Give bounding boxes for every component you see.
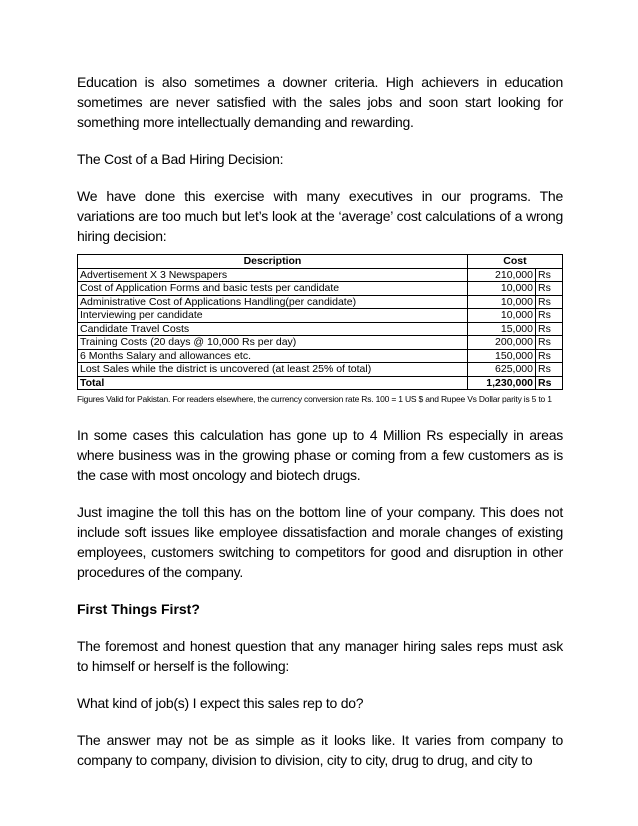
table-row [78, 322, 563, 336]
row-cost: 625,000 [467, 363, 535, 377]
row-cost: 10,000 [467, 295, 535, 309]
row-unit: Rs [536, 336, 563, 350]
table-row [78, 309, 563, 323]
row-cost: 200,000 [467, 336, 535, 350]
row-description: Administrative Cost of Applications Handling(per candidate) [78, 295, 468, 309]
row-description: 6 Months Salary and allowances etc. [78, 349, 468, 363]
row-unit: Rs [536, 295, 563, 309]
row-cost: 15,000 [467, 322, 535, 336]
row-description: Training Costs (20 days @ 10,000 Rs per day) [78, 336, 468, 350]
row-unit: Rs [536, 363, 563, 377]
paragraph-cost-title: The Cost of a Bad Hiring Decision: [77, 151, 284, 167]
header-description: Description [78, 255, 468, 269]
total-unit: Rs [536, 376, 563, 390]
section-heading: First Things First? [77, 601, 200, 617]
row-unit: Rs [536, 282, 563, 296]
row-cost: 10,000 [467, 282, 535, 296]
paragraph-toll: Just imagine the toll this has on the bottom line of your company. This does not include soft issues like employee dissatisfaction and morale changes of existing employees, customers switching to competitors for good and disruption in other procedures of the company. [77, 504, 563, 580]
row-unit: Rs [536, 268, 563, 282]
row-unit: Rs [536, 349, 563, 363]
row-description: Candidate Travel Costs [78, 322, 468, 336]
total-cost: 1,230,000 [467, 376, 535, 390]
row-description: Lost Sales while the district is uncovered (at least 25% of total) [78, 363, 468, 377]
table-row [78, 336, 563, 350]
paragraph-exercise: We have done this exercise with many executives in our programs. The variations are too much but let’s look at the ‘average’ cost calculations of a wrong hiring decision: [77, 188, 563, 244]
table-row [78, 282, 563, 296]
table-total-row [78, 376, 563, 390]
row-unit: Rs [536, 322, 563, 336]
paragraph-foremost: The foremost and honest question that any manager hiring sales reps must ask to himself or herself is the following: [77, 638, 563, 674]
paragraph-question: What kind of job(s) I expect this sales rep to do? [77, 695, 364, 711]
cost-table [77, 254, 563, 390]
paragraph-answer: The answer may not be as simple as it looks like. It varies from company to company to company, division to division, city to city, drug to drug, and city to [77, 732, 563, 768]
total-label: Total [78, 376, 468, 390]
row-cost: 10,000 [467, 309, 535, 323]
table-header-row [78, 255, 563, 269]
table-row [78, 295, 563, 309]
row-description: Cost of Application Forms and basic tests per candidate [78, 282, 468, 296]
table-row [78, 268, 563, 282]
row-cost: 150,000 [467, 349, 535, 363]
paragraph-education: Education is also sometimes a downer criteria. High achievers in education sometimes are never satisfied with the sales jobs and soon start looking for something more intellectually demanding and rewarding. [77, 74, 563, 130]
row-description: Interviewing per candidate [78, 309, 468, 323]
paragraph-four-million: In some cases this calculation has gone up to 4 Million Rs especially in areas where business was in the growing phase or coming from a few customers as is the case with most oncology and biotech drugs. [77, 427, 563, 483]
header-cost: Cost [467, 255, 562, 269]
row-cost: 210,000 [467, 268, 535, 282]
row-unit: Rs [536, 309, 563, 323]
document-page [77, 72, 563, 770]
currency-note: Figures Valid for Pakistan. For readers elsewhere, the currency conversion rate Rs. 100 = 1 US $ and Rupee Vs Dollar parity is 5 to 1 [77, 394, 552, 404]
table-row [78, 363, 563, 377]
table-row [78, 349, 563, 363]
row-description: Advertisement X 3 Newspapers [78, 268, 468, 282]
